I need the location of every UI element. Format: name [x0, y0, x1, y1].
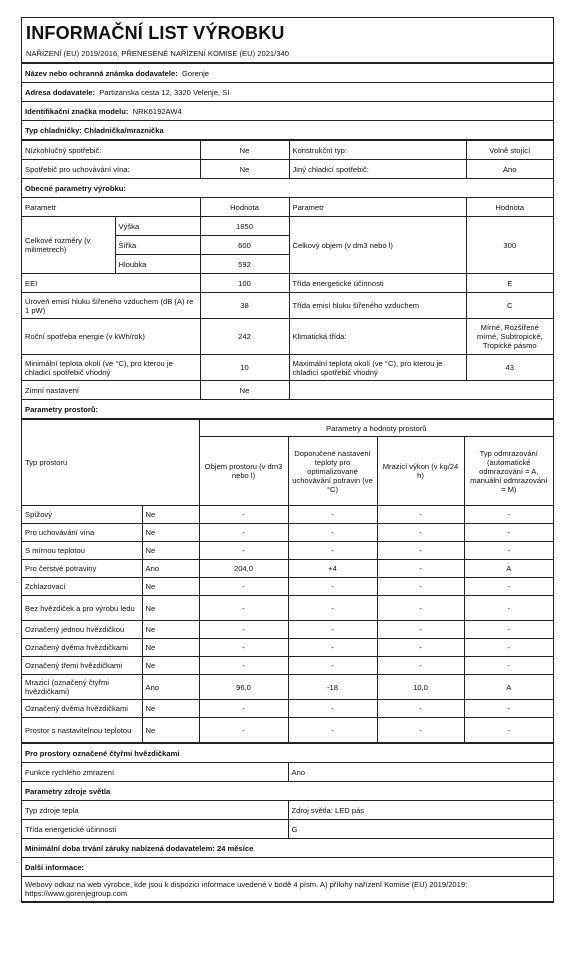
compartment-freeze: - — [377, 621, 464, 639]
general-header-row — [22, 179, 553, 198]
compartment-present: Ne — [142, 524, 199, 542]
compartment-present: Ne — [142, 506, 199, 524]
compartment-volume: - — [199, 542, 288, 560]
compartment-name: Mrazicí (označený čtyřmi hvězdičkami) — [22, 675, 142, 700]
address-label: Adresa dodavatele: — [25, 87, 96, 97]
dim-value: 592 — [200, 255, 289, 274]
value-header-right: Hodnota — [466, 198, 553, 217]
compartments-body — [22, 506, 553, 743]
compartment-row — [22, 675, 553, 700]
compartments-header: Parametry prostorů: — [22, 400, 553, 419]
param-label: EEI — [22, 274, 200, 293]
value-header-left: Hodnota — [200, 198, 289, 217]
construction-value: Volně stojící — [466, 141, 553, 160]
compartment-defrost: - — [464, 506, 553, 524]
compartment-name: Prostor s nastavitelnou teplotou — [22, 718, 142, 743]
compartment-name: S mírnou teplotou — [22, 542, 142, 560]
compartment-volume: - — [199, 506, 288, 524]
compartment-present: Ne — [142, 639, 199, 657]
param-value: 242 — [200, 319, 289, 355]
compartment-temp: - — [288, 718, 377, 743]
noise-row — [22, 293, 553, 319]
compartment-freeze: 10,0 — [377, 675, 464, 700]
comp-group-header: Parametry a hodnoty prostorů — [199, 420, 553, 437]
light-class-value: G — [288, 820, 553, 839]
param-label: Třída emisí hluku šířeného vzduchem — [289, 293, 466, 319]
compartment-defrost: - — [464, 524, 553, 542]
dim-name: Šířka — [115, 236, 200, 255]
general-table — [22, 140, 553, 419]
type-value: Chladnička/mraznička — [83, 125, 164, 135]
param-label: Zimní nastavení — [22, 381, 200, 400]
compartment-freeze: - — [377, 506, 464, 524]
wine-value: Ne — [200, 160, 289, 179]
param-label: Úroveň emisí hluku šířeného vzduchem (dB (A) re 1 pW) — [22, 293, 200, 319]
low-noise-value: Ne — [200, 141, 289, 160]
compartment-row — [22, 524, 553, 542]
comp-freeze-header: Mrazicí výkon (v kg/24 h) — [377, 437, 464, 506]
model-label: Identifikační značka modelu: — [25, 106, 129, 116]
compartment-defrost: - — [464, 639, 553, 657]
construction-label: Konstrukční typ: — [289, 141, 466, 160]
compartment-volume: - — [199, 700, 288, 718]
compartment-name: Spížový — [22, 506, 142, 524]
compartment-defrost: - — [464, 596, 553, 621]
compartment-present: Ano — [142, 560, 199, 578]
compartment-name: Pro čerstvé potraviny — [22, 560, 142, 578]
compartment-volume: - — [199, 596, 288, 621]
compartment-name: Označený dvěma hvězdičkami — [22, 700, 142, 718]
dim-value: 600 — [200, 236, 289, 255]
comp-type-header: Typ prostoru — [22, 420, 199, 506]
wine-row — [22, 160, 553, 179]
four-star-row — [22, 744, 553, 763]
compartment-volume: 204,0 — [199, 560, 288, 578]
compartment-freeze: - — [377, 657, 464, 675]
address-value: Partizanska cesta 12, 3320 Velenje, SI — [99, 87, 230, 97]
warranty-text: Minimální doba trvání záruky nabízená dodavatelem: 24 měsíce — [22, 839, 553, 858]
total-volume-value: 300 — [466, 217, 553, 274]
compartment-volume: - — [199, 578, 288, 596]
param-label: Klimatická třída: — [289, 319, 466, 355]
more-text-row — [22, 877, 553, 902]
light-type-row — [22, 801, 553, 820]
compartment-temp: - — [288, 639, 377, 657]
param-label: Třída energetické účinnosti — [289, 274, 466, 293]
compartment-present: Ne — [142, 718, 199, 743]
compartment-temp: -18 — [288, 675, 377, 700]
type-label: Typ chladničky: — [25, 125, 82, 135]
light-type-value: Zdroj světla: LED pás — [288, 801, 553, 820]
compartments-table — [22, 419, 553, 743]
param-label: Maximální teplota okolí (ve °C), pro kterou je chladicí spotřebič vhodný — [289, 355, 466, 381]
dims-label: Celkové rozměry (v milimetrech) — [22, 217, 115, 274]
compartment-defrost: A — [464, 675, 553, 700]
type-row — [22, 121, 553, 140]
compartment-present: Ano — [142, 675, 199, 700]
compartment-name: Označený dvěma hvězdičkami — [22, 639, 142, 657]
regulation-subtitle: NAŘÍZENÍ (EU) 2019/2016, PŘENESENÉ NAŘÍZENÍ KOMISE (EU) 2021/340 — [22, 46, 553, 63]
param-value: 10 — [200, 355, 289, 381]
compartment-present: Ne — [142, 542, 199, 560]
light-header-row — [22, 782, 553, 801]
quick-freeze-row — [22, 763, 553, 782]
low-noise-row — [22, 141, 553, 160]
comp-volume-header: Objem prostoru (v dm3 nebo l) — [199, 437, 288, 506]
quick-freeze-label: Funkce rychlého zmrazení — [22, 763, 288, 782]
model-value: NRK6192AW4 — [132, 106, 182, 116]
wine-label: Spotřebič pro uchovávání vína: — [22, 160, 200, 179]
compartment-row — [22, 596, 553, 621]
param-label: Minimální teplota okolí (ve °C), pro kterou je chladicí spotřebič vhodný — [22, 355, 200, 381]
compartment-temp: - — [288, 506, 377, 524]
compartment-defrost: - — [464, 657, 553, 675]
compartment-row — [22, 578, 553, 596]
four-star-header: Pro prostory označené čtyřmi hvězdičkami — [22, 744, 553, 763]
compartment-row — [22, 506, 553, 524]
compartment-row — [22, 621, 553, 639]
param-value: Mírné, Rozšířené mírné, Subtropické, Tropické pásmo — [466, 319, 553, 355]
more-header: Další informace: — [22, 858, 553, 877]
quick-freeze-value: Ano — [288, 763, 553, 782]
comp-defrost-header: Typ odmrazování (automatické odmrazování = A, manuální odmrazování = M) — [464, 437, 553, 506]
supplier-row — [22, 64, 553, 83]
empty-cell — [289, 381, 553, 400]
energy-row — [22, 319, 553, 355]
low-noise-label: Nízkohlučný spotřebič: — [22, 141, 200, 160]
compartment-row — [22, 718, 553, 743]
compartment-present: Ne — [142, 657, 199, 675]
ambient-row — [22, 355, 553, 381]
compartment-defrost: A — [464, 560, 553, 578]
compartment-name: Označený jednou hvězdičkou — [22, 621, 142, 639]
compartment-present: Ne — [142, 578, 199, 596]
light-type-label: Typ zdroje tepla — [22, 801, 288, 820]
compartment-row — [22, 639, 553, 657]
compartment-name: Zchlazovací — [22, 578, 142, 596]
compartment-defrost: - — [464, 578, 553, 596]
param-value: C — [466, 293, 553, 319]
footer-table — [22, 743, 553, 902]
compartment-freeze: - — [377, 578, 464, 596]
winter-row — [22, 381, 553, 400]
comp-temp-header: Doporučené nastavení teploty pro optimalizované uchovávání potravin (ve °C) — [288, 437, 377, 506]
compartment-freeze: - — [377, 639, 464, 657]
supplier-value: Gorenje — [182, 68, 210, 78]
compartment-present: Ne — [142, 700, 199, 718]
total-volume-label: Celkový objem (v dm3 nebo l) — [289, 217, 466, 274]
other-value: Ano — [466, 160, 553, 179]
compartment-defrost: - — [464, 621, 553, 639]
compartment-temp: - — [288, 542, 377, 560]
param-header-left: Parametr — [22, 198, 200, 217]
compartment-volume: - — [199, 524, 288, 542]
compartment-defrost: - — [464, 718, 553, 743]
param-label: Roční spotřeba energie (v kWh/rok) — [22, 319, 200, 355]
compartment-row — [22, 657, 553, 675]
compartments-header-row — [22, 400, 553, 419]
param-value: Ne — [200, 381, 289, 400]
compartment-volume: - — [199, 657, 288, 675]
more-text: Webový odkaz na web výrobce, kde jsou k dispozici informace uvedené v bodě 4 písm. A) přílohy nařízení Komise (EU) 2019/2019: https://www.gorenjegroup.com — [22, 877, 553, 902]
compartment-freeze: - — [377, 560, 464, 578]
compartment-row — [22, 542, 553, 560]
compartment-temp: +4 — [288, 560, 377, 578]
warranty-row — [22, 839, 553, 858]
param-value: 38 — [200, 293, 289, 319]
model-row — [22, 102, 553, 121]
compartment-volume: 96,0 — [199, 675, 288, 700]
compartment-volume: - — [199, 639, 288, 657]
comp-group-row — [22, 420, 553, 437]
light-class-row — [22, 820, 553, 839]
compartment-temp: - — [288, 621, 377, 639]
address-row — [22, 83, 553, 102]
general-header: Obecné parametry výrobku: — [22, 179, 553, 198]
info-table — [22, 63, 553, 140]
compartment-row — [22, 560, 553, 578]
param-value: E — [466, 274, 553, 293]
product-info-sheet — [21, 17, 554, 903]
param-value: 100 — [200, 274, 289, 293]
more-header-row — [22, 858, 553, 877]
compartment-temp: - — [288, 657, 377, 675]
dim-name: Hloubka — [115, 255, 200, 274]
dim-value: 1850 — [200, 217, 289, 236]
compartment-freeze: - — [377, 542, 464, 560]
param-header-row — [22, 198, 553, 217]
compartment-name: Pro uchovávání vína — [22, 524, 142, 542]
compartment-row — [22, 700, 553, 718]
compartment-volume: - — [199, 718, 288, 743]
compartment-name: Označený třemi hvězdičkami — [22, 657, 142, 675]
compartment-temp: - — [288, 578, 377, 596]
other-label: Jiný chladicí spotřebič: — [289, 160, 466, 179]
compartment-freeze: - — [377, 700, 464, 718]
compartment-volume: - — [199, 621, 288, 639]
eei-row — [22, 274, 553, 293]
light-header: Parametry zdroje světla — [22, 782, 553, 801]
compartment-present: Ne — [142, 596, 199, 621]
compartment-temp: - — [288, 596, 377, 621]
dims-row-height — [22, 217, 553, 236]
dim-name: Výška — [115, 217, 200, 236]
param-header-right: Parametr — [289, 198, 466, 217]
compartment-defrost: - — [464, 700, 553, 718]
compartment-temp: - — [288, 524, 377, 542]
compartment-freeze: - — [377, 524, 464, 542]
compartment-present: Ne — [142, 621, 199, 639]
compartment-name: Bez hvězdiček a pro výrobu ledu — [22, 596, 142, 621]
compartment-defrost: - — [464, 542, 553, 560]
compartment-freeze: - — [377, 596, 464, 621]
supplier-label: Název nebo ochranná známka dodavatele: — [25, 68, 178, 78]
compartment-temp: - — [288, 700, 377, 718]
compartment-freeze: - — [377, 718, 464, 743]
page-title: INFORMAČNÍ LIST VÝROBKU — [26, 23, 285, 43]
param-value: 43 — [466, 355, 553, 381]
light-class-label: Třída energetické účinnosti — [22, 820, 288, 839]
